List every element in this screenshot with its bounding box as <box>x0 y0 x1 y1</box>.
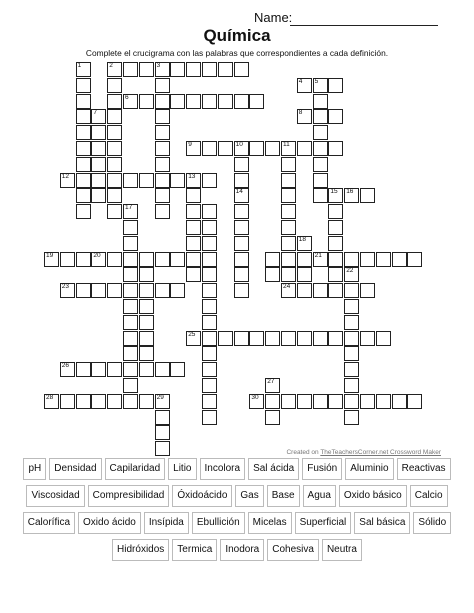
crossword-cell[interactable] <box>328 236 343 251</box>
word-bank-item: Compresibilidad <box>88 485 170 507</box>
crossword-cell[interactable] <box>186 236 201 251</box>
crossword-cell[interactable] <box>313 94 328 109</box>
clue-number: 20 <box>93 251 101 259</box>
crossword-cell[interactable] <box>123 283 138 298</box>
crossword-cell[interactable] <box>234 220 249 235</box>
crossword-cell[interactable] <box>123 62 138 77</box>
crossword-cell[interactable] <box>234 252 249 267</box>
crossword-cell[interactable] <box>234 236 249 251</box>
crossword-cell[interactable] <box>344 283 359 298</box>
crossword-cell[interactable] <box>155 78 170 93</box>
crossword-cell[interactable] <box>139 299 154 314</box>
crossword-cell[interactable] <box>155 109 170 124</box>
crossword-cell[interactable] <box>91 173 106 188</box>
crossword-cell[interactable] <box>234 188 249 203</box>
crossword-cell[interactable] <box>281 267 296 282</box>
crossword-cell[interactable] <box>139 94 154 109</box>
crossword-cell[interactable] <box>76 173 91 188</box>
crossword-cell[interactable] <box>281 283 296 298</box>
crossword-cell[interactable] <box>76 141 91 156</box>
crossword-cell[interactable] <box>218 94 233 109</box>
crossword-cell[interactable] <box>202 62 217 77</box>
word-bank-item: Micelas <box>248 512 292 534</box>
clue-number: 21 <box>314 251 322 259</box>
clue-number: 12 <box>61 172 70 180</box>
name-label: Name: <box>254 10 293 25</box>
word-bank-item: Ebullición <box>192 512 245 534</box>
crossword-cell[interactable] <box>107 394 122 409</box>
crossword-cell[interactable] <box>123 315 138 330</box>
crossword-cell[interactable] <box>76 188 91 203</box>
crossword-cell[interactable] <box>123 394 138 409</box>
word-bank-item: Inodora <box>220 539 264 561</box>
crossword-cell[interactable] <box>202 378 217 393</box>
crossword-cell[interactable] <box>76 394 91 409</box>
crossword-cell[interactable] <box>139 252 154 267</box>
crossword-cell[interactable] <box>360 283 375 298</box>
crossword-cell[interactable] <box>155 410 170 425</box>
crossword-cell[interactable] <box>234 94 249 109</box>
crossword-cell[interactable] <box>328 331 343 346</box>
crossword-cell[interactable] <box>218 62 233 77</box>
crossword-cell[interactable] <box>186 62 201 77</box>
crossword-cell[interactable] <box>407 394 422 409</box>
crossword-cell[interactable] <box>107 283 122 298</box>
clue-number: 19 <box>46 251 54 259</box>
crossword-cell[interactable] <box>139 173 154 188</box>
crossword-cell[interactable] <box>202 220 217 235</box>
crossword-cell[interactable] <box>281 236 296 251</box>
crossword-cell[interactable] <box>123 220 138 235</box>
crossword-cell[interactable] <box>234 267 249 282</box>
crossword-cell[interactable] <box>202 94 217 109</box>
crossword-cell[interactable] <box>139 62 154 77</box>
crossword-cell[interactable] <box>234 173 249 188</box>
clue-number: 30 <box>251 393 259 401</box>
crossword-cell[interactable] <box>328 78 343 93</box>
crossword-cell[interactable] <box>265 394 280 409</box>
clue-number: 28 <box>46 393 54 401</box>
crossword-cell[interactable] <box>281 141 296 156</box>
credit-prefix: Created on <box>286 449 321 456</box>
crossword-cell[interactable] <box>313 173 328 188</box>
crossword-cell[interactable] <box>186 267 201 282</box>
crossword-cell[interactable] <box>344 410 359 425</box>
word-bank-item: Calorífica <box>23 512 75 534</box>
crossword-cell[interactable] <box>139 362 154 377</box>
credit-line <box>286 449 441 456</box>
crossword-cell[interactable] <box>344 299 359 314</box>
word-bank-item: Oxido ácido <box>78 512 141 534</box>
word-bank-item: Gas <box>235 485 263 507</box>
crossword-cell[interactable] <box>281 252 296 267</box>
crossword-cell[interactable] <box>155 173 170 188</box>
crossword-cell[interactable] <box>170 94 185 109</box>
crossword-cell[interactable] <box>249 141 264 156</box>
crossword-cell[interactable] <box>265 252 280 267</box>
crossword-cell[interactable] <box>107 204 122 219</box>
crossword-cell[interactable] <box>155 252 170 267</box>
clue-number: 8 <box>298 109 303 117</box>
crossword-cell[interactable] <box>76 78 91 93</box>
word-bank-row <box>0 485 474 507</box>
clue-number: 29 <box>156 393 164 401</box>
crossword-cell[interactable] <box>139 315 154 330</box>
word-bank-item: Viscosidad <box>26 485 84 507</box>
clue-number: 2 <box>109 62 113 69</box>
crossword-cell[interactable] <box>344 267 359 282</box>
crossword-cell[interactable] <box>360 331 375 346</box>
crossword-cell[interactable] <box>170 283 185 298</box>
crossword-cell[interactable] <box>265 410 280 425</box>
crossword-cell[interactable] <box>297 78 312 93</box>
clue-number: 26 <box>61 362 70 370</box>
crossword-cell[interactable] <box>328 141 343 156</box>
crossword-cell[interactable] <box>186 173 201 188</box>
crossword-cell[interactable] <box>44 394 59 409</box>
clue-number: 24 <box>283 283 291 291</box>
crossword-cell[interactable] <box>123 378 138 393</box>
crossword-cell[interactable] <box>218 331 233 346</box>
crossword-cell[interactable] <box>313 141 328 156</box>
word-bank-row <box>0 539 474 561</box>
crossword-cell[interactable] <box>170 62 185 77</box>
crossword-cell[interactable] <box>60 283 75 298</box>
crossword-cell[interactable] <box>202 299 217 314</box>
crossword-cell[interactable] <box>155 62 170 77</box>
crossword-cell[interactable] <box>155 362 170 377</box>
crossword-cell[interactable] <box>202 362 217 377</box>
crossword-cell[interactable] <box>155 394 170 409</box>
crossword-cell[interactable] <box>344 315 359 330</box>
clue-number: 14 <box>235 188 243 196</box>
crossword-cell[interactable] <box>202 204 217 219</box>
crossword-cell[interactable] <box>234 204 249 219</box>
crossword-cell[interactable] <box>344 188 359 203</box>
crossword-cell[interactable] <box>328 267 343 282</box>
crossword-cell[interactable] <box>360 252 375 267</box>
word-bank-item: Capilaridad <box>105 458 166 480</box>
word-bank-item: pH <box>23 458 46 480</box>
crossword-cell[interactable] <box>202 331 217 346</box>
crossword-cell[interactable] <box>123 299 138 314</box>
crossword-cell[interactable] <box>107 252 122 267</box>
crossword-cell[interactable] <box>376 394 391 409</box>
crossword-cell[interactable] <box>265 331 280 346</box>
crossword-cell[interactable] <box>313 157 328 172</box>
crossword-cell[interactable] <box>297 283 312 298</box>
clue-number: 3 <box>156 62 161 69</box>
crossword-cell[interactable] <box>76 62 91 77</box>
clue-number: 6 <box>125 93 129 101</box>
crossword-cell[interactable] <box>155 94 170 109</box>
crossword-cell[interactable] <box>344 362 359 377</box>
crossword-cell[interactable] <box>360 188 375 203</box>
clue-number: 5 <box>314 77 319 85</box>
word-bank-item: Base <box>267 485 300 507</box>
crossword-cell[interactable] <box>202 173 217 188</box>
crossword-cell[interactable] <box>107 173 122 188</box>
crossword-cell[interactable] <box>376 331 391 346</box>
crossword-cell[interactable] <box>139 267 154 282</box>
crossword-cell[interactable] <box>186 188 201 203</box>
crossword-cell[interactable] <box>234 283 249 298</box>
crossword-cell[interactable] <box>155 125 170 140</box>
word-bank-item: Calcio <box>410 485 448 507</box>
crossword-cell[interactable] <box>107 62 122 77</box>
crossword-cell[interactable] <box>76 362 91 377</box>
crossword-cell[interactable] <box>202 283 217 298</box>
crossword-cell[interactable] <box>360 394 375 409</box>
clue-number: 27 <box>267 378 275 385</box>
crossword-cell[interactable] <box>328 220 343 235</box>
clue-number: 15 <box>330 188 338 196</box>
crossword-cell[interactable] <box>202 141 217 156</box>
crossword-cell[interactable] <box>249 394 264 409</box>
crossword-cell[interactable] <box>123 173 138 188</box>
crossword-cell[interactable] <box>139 346 154 361</box>
crossword-cell[interactable] <box>202 267 217 282</box>
crossword-cell[interactable] <box>202 346 217 361</box>
crossword-cell[interactable] <box>297 109 312 124</box>
crossword-cell[interactable] <box>155 157 170 172</box>
crossword-cell[interactable] <box>344 346 359 361</box>
crossword-cell[interactable] <box>344 252 359 267</box>
crossword-cell[interactable] <box>139 283 154 298</box>
crossword-cell[interactable] <box>155 141 170 156</box>
crossword-cell[interactable] <box>202 315 217 330</box>
crossword-cell[interactable] <box>344 394 359 409</box>
crossword-cell[interactable] <box>123 267 138 282</box>
crossword-cell[interactable] <box>170 362 185 377</box>
crossword-cell[interactable] <box>249 94 264 109</box>
crossword-cell[interactable] <box>313 331 328 346</box>
page-title: Química <box>203 26 271 45</box>
crossword-cell[interactable] <box>202 394 217 409</box>
crossword-cell[interactable] <box>313 125 328 140</box>
crossword-cell[interactable] <box>313 283 328 298</box>
crossword-cell[interactable] <box>186 220 201 235</box>
word-bank-item: Insípida <box>144 512 189 534</box>
word-bank-item: Litio <box>168 458 196 480</box>
word-bank-item: Aluminio <box>345 458 393 480</box>
crossword-cell[interactable] <box>202 236 217 251</box>
crossword-cell[interactable] <box>76 94 91 109</box>
crossword-cell[interactable] <box>186 94 201 109</box>
crossword-cell[interactable] <box>44 252 59 267</box>
crossword-cell[interactable] <box>202 252 217 267</box>
crossword-cell[interactable] <box>281 394 296 409</box>
crossword-cell[interactable] <box>234 331 249 346</box>
crossword-cell[interactable] <box>170 173 185 188</box>
crossword-cell[interactable] <box>218 141 233 156</box>
word-bank-item: Sal básica <box>354 512 410 534</box>
crossword-cell[interactable] <box>76 125 91 140</box>
clue-number: 1 <box>77 62 82 69</box>
crossword-cell[interactable] <box>76 109 91 124</box>
instructions: Complete el crucigrama con las palabras que correspondientes a cada definición. <box>85 48 389 58</box>
clue-number: 9 <box>188 141 192 148</box>
crossword-cell[interactable] <box>186 331 201 346</box>
crossword-cell[interactable] <box>123 252 138 267</box>
word-bank-item: Termica <box>172 539 217 561</box>
crossword-cell[interactable] <box>297 394 312 409</box>
crossword-cell[interactable] <box>297 267 312 282</box>
word-bank-row <box>0 458 474 480</box>
crossword-cell[interactable] <box>123 331 138 346</box>
crossword-cell[interactable] <box>76 157 91 172</box>
word-bank-item: Fusión <box>302 458 342 480</box>
crossword-cell[interactable] <box>139 394 154 409</box>
crossword-cell[interactable] <box>344 378 359 393</box>
clue-number: 7 <box>93 109 98 117</box>
crossword-cell[interactable] <box>281 173 296 188</box>
word-bank-item: Superficial <box>295 512 352 534</box>
word-bank-item: Cohesiva <box>267 539 319 561</box>
clue-number: 17 <box>125 204 133 212</box>
crossword-cell[interactable] <box>265 141 280 156</box>
crossword-cell[interactable] <box>265 378 280 393</box>
word-bank-item: Agua <box>303 485 336 507</box>
word-bank-item: Sal ácida <box>248 458 299 480</box>
crossword-cell[interactable] <box>76 204 91 219</box>
crossword-cell[interactable] <box>107 109 122 124</box>
crossword-cell[interactable] <box>392 394 407 409</box>
crossword-cell[interactable] <box>297 141 312 156</box>
crossword-cell[interactable] <box>60 394 75 409</box>
crossword-cell[interactable] <box>281 220 296 235</box>
crossword-cell[interactable] <box>155 204 170 219</box>
crossword-cell[interactable] <box>91 283 106 298</box>
clue-number: 13 <box>188 172 196 180</box>
crossword-cell[interactable] <box>60 252 75 267</box>
crossword-cell[interactable] <box>123 204 138 219</box>
crossword-cell[interactable] <box>392 252 407 267</box>
crossword-cell[interactable] <box>91 109 106 124</box>
crossword-cell[interactable] <box>249 331 264 346</box>
crossword-cell[interactable] <box>281 157 296 172</box>
clue-number: 10 <box>235 141 243 148</box>
crossword-cell[interactable] <box>313 188 328 203</box>
crossword-cell[interactable] <box>186 252 201 267</box>
crossword-cell[interactable] <box>155 283 170 298</box>
clue-number: 16 <box>346 188 354 196</box>
crossword-cell[interactable] <box>76 252 91 267</box>
crossword-cell[interactable] <box>328 109 343 124</box>
word-bank-item: Densidad <box>49 458 101 480</box>
word-bank-item: Incolora <box>200 458 246 480</box>
crossword-cell[interactable] <box>91 125 106 140</box>
crossword-cell[interactable] <box>91 141 106 156</box>
crossword-cell[interactable] <box>202 410 217 425</box>
clue-number: 25 <box>188 330 196 338</box>
crossword-cell[interactable] <box>60 173 75 188</box>
crossword-cell[interactable] <box>91 394 106 409</box>
crossword-cell[interactable] <box>107 141 122 156</box>
credit-link[interactable]: TheTeachersCorner.net Crossword Maker <box>320 449 441 456</box>
crossword-cell[interactable] <box>107 94 122 109</box>
crossword-cell[interactable] <box>91 157 106 172</box>
word-bank-item: Hidróxidos <box>112 539 169 561</box>
crossword-cell[interactable] <box>297 252 312 267</box>
word-bank-item: Sólido <box>413 512 451 534</box>
clue-number: 23 <box>61 283 70 291</box>
crossword-cell[interactable] <box>76 283 91 298</box>
crossword-cell[interactable] <box>281 331 296 346</box>
crossword-cell[interactable] <box>281 204 296 219</box>
word-bank-item: Neutra <box>322 539 362 561</box>
crossword-cell[interactable] <box>155 425 170 440</box>
crossword-cell[interactable] <box>123 236 138 251</box>
crossword-cell[interactable] <box>281 188 296 203</box>
crossword-cell[interactable] <box>123 346 138 361</box>
crossword-cell[interactable] <box>107 78 122 93</box>
crossword-cell[interactable] <box>91 362 106 377</box>
crossword-cell[interactable] <box>107 188 122 203</box>
crossword-cell[interactable] <box>60 362 75 377</box>
crossword-cell[interactable] <box>91 252 106 267</box>
crossword-cell[interactable] <box>107 125 122 140</box>
crossword-cell[interactable] <box>91 188 106 203</box>
crossword-cell[interactable] <box>234 62 249 77</box>
clue-number: 4 <box>298 77 303 85</box>
clue-number: 22 <box>346 267 354 275</box>
crossword-cell[interactable] <box>107 157 122 172</box>
crossword-cell[interactable] <box>407 252 422 267</box>
crossword-cell[interactable] <box>313 252 328 267</box>
crossword-cell[interactable] <box>376 252 391 267</box>
crossword-cell[interactable] <box>107 362 122 377</box>
crossword-cell[interactable] <box>234 141 249 156</box>
crossword-cell[interactable] <box>328 204 343 219</box>
crossword-cell[interactable] <box>328 394 343 409</box>
crossword-cell[interactable] <box>297 331 312 346</box>
crossword-cell[interactable] <box>313 78 328 93</box>
crossword-cell[interactable] <box>186 141 201 156</box>
crossword-cell[interactable] <box>297 236 312 251</box>
crossword-cell[interactable] <box>313 394 328 409</box>
crossword-cell[interactable] <box>186 204 201 219</box>
word-bank-row <box>0 512 474 534</box>
clue-number: 11 <box>283 141 290 148</box>
word-bank-item: Reactivas <box>397 458 451 480</box>
crossword-cell[interactable] <box>155 188 170 203</box>
word-bank-item: Óxidoácido <box>172 485 232 507</box>
crossword-cell[interactable] <box>328 252 343 267</box>
crossword-cell[interactable] <box>123 94 138 109</box>
crossword-cell[interactable] <box>313 109 328 124</box>
word-bank-item: Oxido básico <box>339 485 407 507</box>
crossword-cell[interactable] <box>265 267 280 282</box>
crossword-cell[interactable] <box>139 331 154 346</box>
crossword-cell[interactable] <box>170 252 185 267</box>
crossword-cell[interactable] <box>234 157 249 172</box>
word-bank <box>0 458 474 566</box>
crossword-cell[interactable] <box>155 441 170 456</box>
clue-number: 18 <box>298 235 307 243</box>
crossword-cell[interactable] <box>328 283 343 298</box>
crossword-cell[interactable] <box>123 362 138 377</box>
crossword-cell[interactable] <box>328 188 343 203</box>
crossword-cell[interactable] <box>344 331 359 346</box>
